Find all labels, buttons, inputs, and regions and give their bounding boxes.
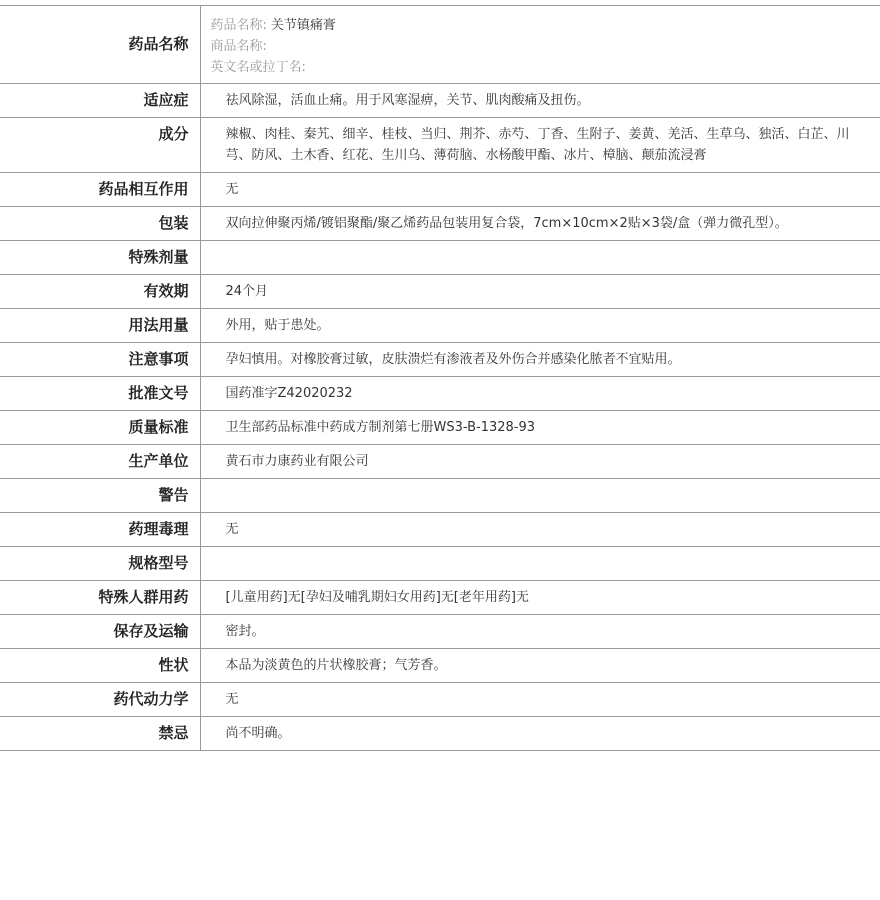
row-label: 生产单位	[0, 445, 200, 479]
row-label: 警告	[0, 479, 200, 513]
table-row	[0, 717, 880, 751]
row-label: 禁忌	[0, 717, 200, 751]
row-value: [儿童用药]无[孕妇及哺乳期妇女用药]无[老年用药]无	[200, 581, 880, 615]
drug-names-cell	[200, 6, 880, 84]
row-value: 尚不明确。	[200, 717, 880, 751]
row-value: 孕妇慎用。对橡胶膏过敏，皮肤溃烂有渗液者及外伤合并感染化脓者不宜贴用。	[200, 343, 880, 377]
table-row	[0, 118, 880, 173]
row-label: 药品相互作用	[0, 173, 200, 207]
generic-name-value: 关节镇痛膏	[270, 18, 336, 33]
row-label: 注意事项	[0, 343, 200, 377]
table-row	[0, 513, 880, 547]
table-row	[0, 309, 880, 343]
row-value: 双向拉伸聚丙烯/镀铝聚酯/聚乙烯药品包装用复合袋，7cm×10cm×2贴×3袋/盒（弹力微孔型）。	[200, 207, 880, 241]
generic-name-key: 药品名称:	[210, 18, 267, 33]
table-row	[0, 649, 880, 683]
row-value: 无	[200, 173, 880, 207]
row-value	[200, 241, 880, 275]
row-value: 辣椒、肉桂、秦艽、细辛、桂枝、当归、荆芥、赤芍、丁香、生附子、姜黄、羌活、生草乌、独活、白芷、川芎、防风、土木香、红花、生川乌、薄荷脑、水杨酸甲酯、冰片、樟脑、颠茄流浸膏	[200, 118, 880, 173]
table-row	[0, 683, 880, 717]
row-value: 祛风除湿，活血止痛。用于风寒湿痹，关节、肌肉酸痛及扭伤。	[200, 84, 880, 118]
english-name-line	[211, 57, 869, 78]
row-label: 成分	[0, 118, 200, 173]
table-row	[0, 445, 880, 479]
row-label: 批准文号	[0, 377, 200, 411]
table-row	[0, 411, 880, 445]
row-label: 包装	[0, 207, 200, 241]
table-row	[0, 581, 880, 615]
row-label: 药代动力学	[0, 683, 200, 717]
row-label: 适应症	[0, 84, 200, 118]
table-row	[0, 207, 880, 241]
trade-name-line	[211, 36, 869, 57]
english-name-key: 英文名或拉丁名:	[210, 60, 306, 75]
row-value: 国药准字Z42020232	[200, 377, 880, 411]
trade-name-key: 商品名称:	[210, 39, 267, 54]
drug-info-table	[0, 5, 880, 751]
table-row	[0, 275, 880, 309]
row-label: 药理毒理	[0, 513, 200, 547]
generic-name-line	[211, 15, 869, 36]
row-label: 有效期	[0, 275, 200, 309]
row-value: 卫生部药品标准中药成方制剂第七册WS3-B-1328-93	[200, 411, 880, 445]
table-row	[0, 615, 880, 649]
row-value: 无	[200, 513, 880, 547]
table-row	[0, 84, 880, 118]
row-label: 规格型号	[0, 547, 200, 581]
table-row	[0, 377, 880, 411]
row-value: 外用，贴于患处。	[200, 309, 880, 343]
table-row	[0, 343, 880, 377]
row-value: 黄石市力康药业有限公司	[200, 445, 880, 479]
row-label: 保存及运输	[0, 615, 200, 649]
row-label: 特殊人群用药	[0, 581, 200, 615]
row-label: 质量标准	[0, 411, 200, 445]
row-label: 性状	[0, 649, 200, 683]
table-row	[0, 479, 880, 513]
row-label: 用法用量	[0, 309, 200, 343]
row-value: 无	[200, 683, 880, 717]
table-row	[0, 547, 880, 581]
row-value: 密封。	[200, 615, 880, 649]
row-label: 特殊剂量	[0, 241, 200, 275]
row-drug-names	[0, 6, 880, 84]
table-row	[0, 173, 880, 207]
row-value: 24个月	[200, 275, 880, 309]
row-value	[200, 479, 880, 513]
row-value: 本品为淡黄色的片状橡胶膏；气芳香。	[200, 649, 880, 683]
table-row	[0, 241, 880, 275]
row-label: 药品名称	[0, 6, 200, 84]
row-value	[200, 547, 880, 581]
